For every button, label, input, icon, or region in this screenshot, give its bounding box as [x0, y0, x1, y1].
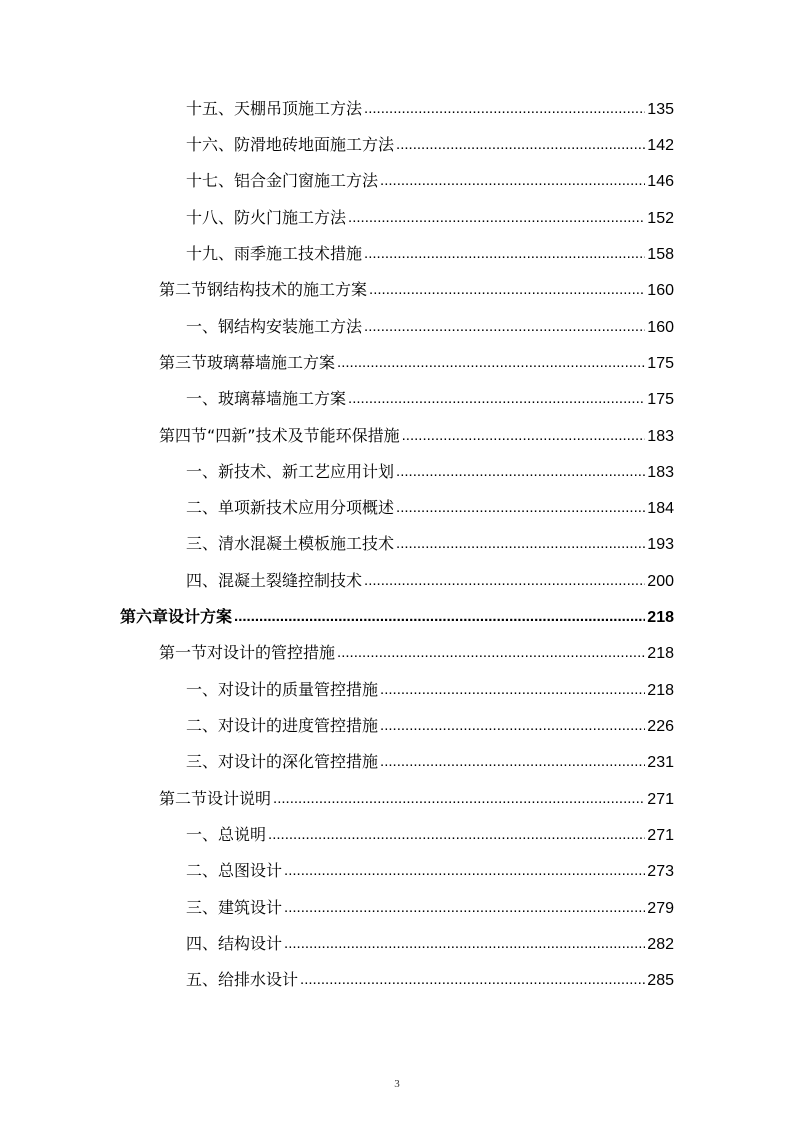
toc-leader-dots [396, 461, 645, 483]
toc-leader-dots [396, 533, 645, 555]
toc-entry-number: 三、 [186, 898, 219, 917]
toc-entry-title: 单项新技术应用分项概述 [218, 498, 395, 517]
toc-entry-number: 第六章 [120, 607, 169, 626]
toc-entry-number: 三、 [186, 534, 219, 553]
toc-entry-page: 218 [647, 682, 674, 699]
toc-entry[interactable] [186, 715, 674, 737]
toc-chapter-entry[interactable] [120, 606, 674, 628]
toc-leader-dots [348, 388, 645, 410]
toc-entry-page: 218 [647, 609, 674, 626]
toc-entry[interactable] [186, 679, 674, 701]
toc-leader-dots [284, 933, 645, 955]
toc-entry-title: 对设计的管控措施 [207, 643, 336, 662]
toc-entry-number: 四、 [186, 571, 219, 590]
toc-leader-dots [268, 824, 645, 846]
toc-leader-dots [380, 170, 645, 192]
toc-entry[interactable] [186, 388, 674, 410]
toc-entry-number: 一、 [186, 462, 219, 481]
toc-leader-dots [402, 425, 646, 447]
toc-leader-dots [380, 751, 645, 773]
toc-entry-title: 铝合金门窗施工方法 [234, 171, 379, 190]
toc-entry-number: 第四节 [159, 426, 208, 445]
toc-leader-dots [284, 860, 645, 882]
toc-entry-page: 282 [647, 936, 674, 953]
toc-entry-page: 231 [647, 754, 674, 771]
toc-entry-number: 二、 [186, 861, 219, 880]
toc-leader-dots [337, 642, 645, 664]
toc-entry-title: 雨季施工技术措施 [234, 244, 363, 263]
toc-entry[interactable] [186, 897, 674, 919]
toc-leader-dots [396, 497, 645, 519]
toc-entry-title: “四新”技术及节能环保措施 [207, 426, 400, 445]
toc-entry-page: 184 [647, 500, 674, 517]
toc-leader-dots [369, 279, 645, 301]
toc-entry[interactable] [159, 642, 674, 664]
toc-entry-number: 第一节 [159, 643, 208, 662]
toc-entry-number: 二、 [186, 498, 219, 517]
toc-entry-title: 总说明 [218, 825, 267, 844]
toc-entry-number: 第二节 [159, 280, 208, 299]
page-number: 3 [394, 1078, 400, 1090]
toc-leader-dots [364, 570, 645, 592]
toc-entry-page: 175 [647, 355, 674, 372]
toc-entry-number: 一、 [186, 317, 219, 336]
toc-entry-number: 四、 [186, 934, 219, 953]
toc-entry[interactable] [186, 98, 674, 120]
toc-leader-dots [364, 316, 645, 338]
toc-entry[interactable] [159, 788, 674, 810]
toc-entry-title: 给排水设计 [218, 970, 299, 989]
toc-entry-page: 183 [647, 428, 674, 445]
toc-entry-page: 218 [647, 645, 674, 662]
toc-entry-title: 防火门施工方法 [234, 208, 347, 227]
toc-entry[interactable] [159, 352, 674, 374]
toc-leader-dots [273, 788, 645, 810]
toc-entry-title: 钢结构技术的施工方案 [207, 280, 368, 299]
toc-entry[interactable] [186, 824, 674, 846]
toc-entry-page: 273 [647, 863, 674, 880]
toc-entry-title: 混凝土裂缝控制技术 [218, 571, 363, 590]
toc-entry-number: 一、 [186, 825, 219, 844]
toc-entry-title: 玻璃幕墙施工方案 [207, 353, 336, 372]
toc-entry-title: 总图设计 [218, 861, 283, 880]
toc-leader-dots [364, 243, 645, 265]
toc-entry-title: 钢结构安装施工方法 [218, 317, 363, 336]
toc-entry-number: 十八、 [186, 208, 235, 227]
toc-entry[interactable] [186, 570, 674, 592]
toc-entry-title: 对设计的进度管控措施 [218, 716, 379, 735]
toc-entry[interactable] [186, 243, 674, 265]
toc-entry-title: 清水混凝土模板施工技术 [218, 534, 395, 553]
toc-leader-dots [364, 98, 645, 120]
toc-leader-dots [234, 606, 645, 628]
toc-entry-page: 226 [647, 718, 674, 735]
toc-leader-dots [380, 679, 645, 701]
toc-entry-title: 防滑地砖地面施工方法 [234, 135, 395, 154]
toc-entry-title: 设计说明 [207, 789, 272, 808]
toc-entry-title: 对设计的质量管控措施 [218, 680, 379, 699]
toc-entry-number: 第二节 [159, 789, 208, 808]
toc-entry-page: 271 [647, 791, 674, 808]
toc-leader-dots [284, 897, 645, 919]
toc-leader-dots [300, 969, 645, 991]
toc-entry-number: 十九、 [186, 244, 235, 263]
toc-entry-page: 183 [647, 464, 674, 481]
toc-entry-page: 160 [647, 282, 674, 299]
toc-entry[interactable] [186, 170, 674, 192]
toc-entry[interactable] [186, 207, 674, 229]
toc-entry-page: 175 [647, 391, 674, 408]
toc-entry[interactable] [186, 497, 674, 519]
toc-entry-number: 五、 [186, 970, 219, 989]
toc-entry-number: 十七、 [186, 171, 235, 190]
toc-entry-page: 160 [647, 319, 674, 336]
toc-entry[interactable] [186, 860, 674, 882]
toc-entry[interactable] [186, 134, 674, 156]
toc-entry-number: 二、 [186, 716, 219, 735]
toc-entry-number: 第三节 [159, 353, 208, 372]
toc-leader-dots [396, 134, 645, 156]
toc-entry-title: 建筑设计 [218, 898, 283, 917]
toc-entry-page: 142 [647, 137, 674, 154]
toc-entry[interactable] [186, 969, 674, 991]
toc-entry-page: 279 [647, 900, 674, 917]
toc-entry-number: 一、 [186, 680, 219, 699]
toc-entry-page: 285 [647, 972, 674, 989]
toc-entry-page: 158 [647, 246, 674, 263]
toc-entry[interactable] [159, 425, 674, 447]
toc-entry-page: 135 [647, 101, 674, 118]
toc-entry-title: 对设计的深化管控措施 [218, 752, 379, 771]
toc-entry[interactable] [159, 279, 674, 301]
toc-leader-dots [337, 352, 645, 374]
toc-entry-number: 三、 [186, 752, 219, 771]
toc-entry-number: 一、 [186, 389, 219, 408]
toc-entry-page: 193 [647, 536, 674, 553]
toc-entry-title: 新技术、新工艺应用计划 [218, 462, 395, 481]
toc-leader-dots [380, 715, 645, 737]
toc-entry-page: 152 [647, 210, 674, 227]
toc-entry-page: 271 [647, 827, 674, 844]
toc-entry[interactable] [186, 933, 674, 955]
toc-entry-title: 结构设计 [218, 934, 283, 953]
toc-entry-title: 玻璃幕墙施工方案 [218, 389, 347, 408]
toc-entry-page: 200 [647, 573, 674, 590]
toc-entry-number: 十五、 [186, 99, 235, 118]
toc-entry-title: 设计方案 [168, 607, 233, 626]
toc-entry[interactable] [186, 533, 674, 555]
toc-entry-title: 天棚吊顶施工方法 [234, 99, 363, 118]
toc-entry-page: 146 [647, 173, 674, 190]
toc-leader-dots [348, 207, 645, 229]
toc-entry[interactable] [186, 461, 674, 483]
toc-entry[interactable] [186, 316, 674, 338]
toc-entry[interactable] [186, 751, 674, 773]
toc-entry-number: 十六、 [186, 135, 235, 154]
